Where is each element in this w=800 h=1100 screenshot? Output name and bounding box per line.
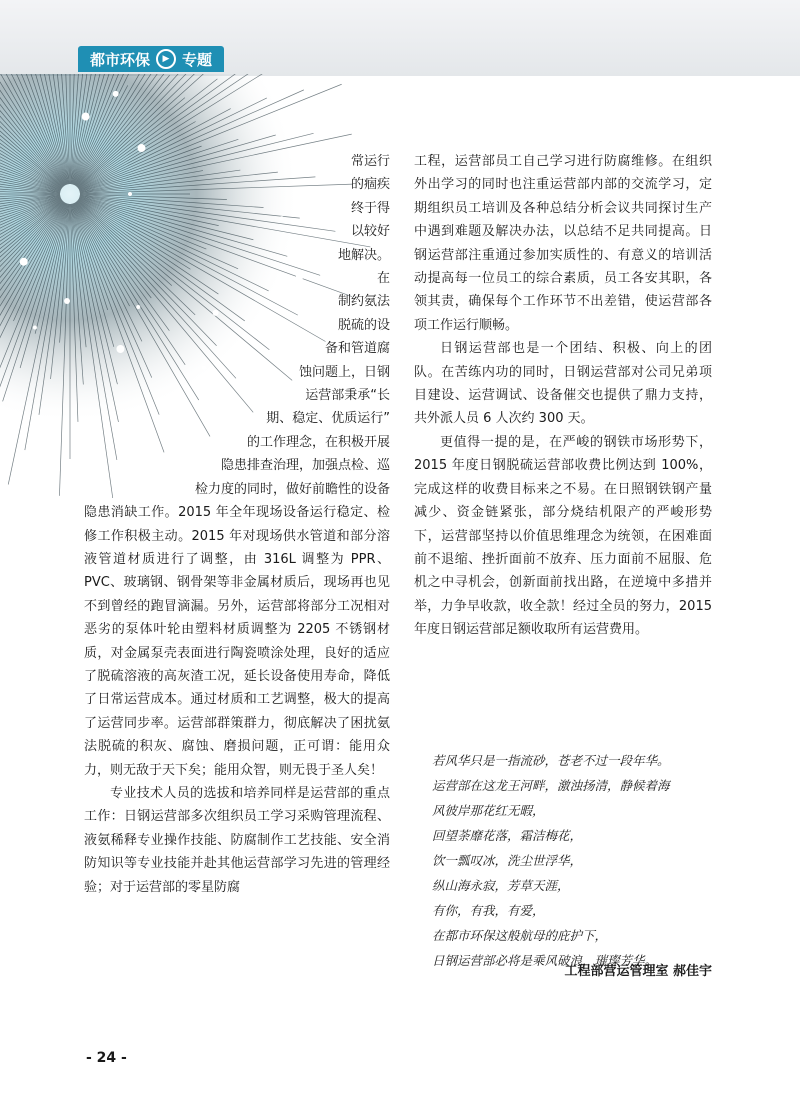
burst-spark bbox=[33, 325, 37, 329]
poem-line: 饮一瓢叹冰，洗尘世浮华， bbox=[432, 853, 583, 868]
poem-line: 纵山海永寂，芳草天涯， bbox=[432, 878, 570, 893]
section-tag bbox=[78, 46, 224, 72]
left-article-column bbox=[84, 150, 390, 926]
shaped-line: 脱硫的设 bbox=[337, 317, 390, 333]
shaped-line: 运营部秉承“长 bbox=[305, 388, 390, 404]
left-paragraph-training: 专业技术人员的选拔和培养同样是运营部的重点工作：日钢运营部多次组织员工学习采购管理流程、液氨稀释专业操作技能、防腐制作工艺技能、安全消防知识等专业技能并赴其他运营部学习先进的管理经验；对于运营部的零星防腐 bbox=[84, 785, 390, 895]
poem-line: 日钢运营部必将是乘风破浪，璀璨芳华。 bbox=[432, 953, 658, 968]
poem-block bbox=[432, 748, 712, 973]
shaped-line: 期、稳定、优质运行” bbox=[266, 411, 390, 427]
right-paragraph-1: 工程，运营部员工自己学习进行防腐维修。在组织外出学习的同时也注重运营部内部的交流学习，定期组织员工培训及各种总结分析会议共同探讨生产中遇到难题及解决办法，以总结不足共同提高。日钢运营部注重通过参加实质性的、有意义的培训活动提高每一位员工的综合素质，员工各安其职，各领其责，确保每个工作环节不出差错，使运营部各项工作运行顺畅。 bbox=[414, 154, 712, 333]
shaped-line: 隐患排查治理，加强点检、巡 bbox=[220, 458, 390, 474]
play-circle-icon: ▶ bbox=[156, 49, 176, 69]
poem-line: 回望荼靡花落，霜洁梅花， bbox=[432, 828, 583, 843]
poem-line: 若风华只是一指流砂，苍老不过一段年华。 bbox=[432, 753, 670, 768]
topic-label: 专题 bbox=[182, 50, 213, 69]
shaped-line: 在 bbox=[376, 271, 390, 287]
shaped-line: 的工作理念，在积极开展 bbox=[246, 434, 390, 450]
section-name: 都市环保 bbox=[90, 50, 151, 69]
shaped-line: 终于得 bbox=[350, 200, 390, 216]
shaped-line: 蚀问题上，日钢 bbox=[298, 364, 390, 380]
burst-spark bbox=[64, 298, 70, 304]
burst-spark bbox=[113, 91, 119, 97]
burst-spark bbox=[329, 130, 335, 136]
poem-line: 在都市环保这般航母的庇护下， bbox=[432, 928, 608, 943]
right-paragraph-2: 日钢运营部也是一个团结、积极、向上的团队。在苦练内功的同时，日钢运营部对公司兄弟项目建设、运营调试、设备催交也提供了鼎力支持，共外派人员 6 人次约 300 天。 bbox=[414, 341, 712, 427]
right-article-column bbox=[414, 150, 712, 642]
poem-line: 运营部在这龙王河畔，激浊扬清，静候着海 bbox=[432, 778, 670, 793]
shaped-line: 检力度的同时，做好前瞻性的设备 bbox=[194, 481, 390, 497]
page-number: - 24 - bbox=[86, 1050, 127, 1066]
poem-line: 有你，有我，有爱， bbox=[432, 903, 545, 918]
right-paragraph-3: 更值得一提的是，在严峻的钢铁市场形势下，2015 年度日钢脱硫运营部收费比例达到 100%，完成这样的收费目标来之不易。在日照钢铁钢产量减少、资金链紧张，部分烧结机限产的严峻形势下，运营部坚持以价值思维理念为统领，在困难面前不退缩、挫折面前不放弃、压力面前不屈服、危机之中寻机会，创新面前找出路，在逆境中多措并举，力争早收款，收全款！经过全员的努力，2015 年度日钢运营部足额收取所有运营费用。 bbox=[414, 434, 712, 638]
left-paragraph-continued: 隐患消缺工作。2015 年全年现场设备运行稳定、检修工作积极主动。2015 年对现场供水管道和部分溶液管道材质进行了调整，由 316L 调整为 PPR、PVC、玻璃钢、钢骨架等非金属材质后，现场再也见不到曾经的跑冒滴漏。另外，运营部将部分工况相对恶劣的泵体叶轮由塑料材质调整为 2205 不锈钢材质，对金属泵壳表面进行陶瓷喷涂处理，良好的适应了脱硫溶液的高灰渣工况，延长设备使用寿命，降低了日常运营成本。通过材质和工艺调整，极大的提高了运营同步率。运营部群策群力，彻底解决了困扰氨法脱硫的积灰、腐蚀、磨损问题，正可谓：能用众力，则无敌于天下矣；能用众智，则无畏于圣人矣！ bbox=[84, 505, 390, 778]
shaped-line: 常运行 bbox=[350, 154, 390, 169]
shaped-line: 以较好 bbox=[350, 224, 390, 240]
burst-spark bbox=[82, 113, 90, 121]
shaped-line: 制约氨法 bbox=[337, 294, 390, 310]
poem-line: 风彼岸那花红无暇， bbox=[432, 803, 545, 818]
shaped-line: 备和管道腐 bbox=[324, 341, 390, 357]
shaped-line: 地解决。 bbox=[337, 247, 390, 263]
shaped-text-block bbox=[84, 150, 390, 501]
burst-spark bbox=[20, 258, 28, 266]
author-signature: 工程部营运管理室 郝佳宇 bbox=[564, 964, 712, 979]
shaped-line: 的痼疾 bbox=[350, 177, 390, 193]
